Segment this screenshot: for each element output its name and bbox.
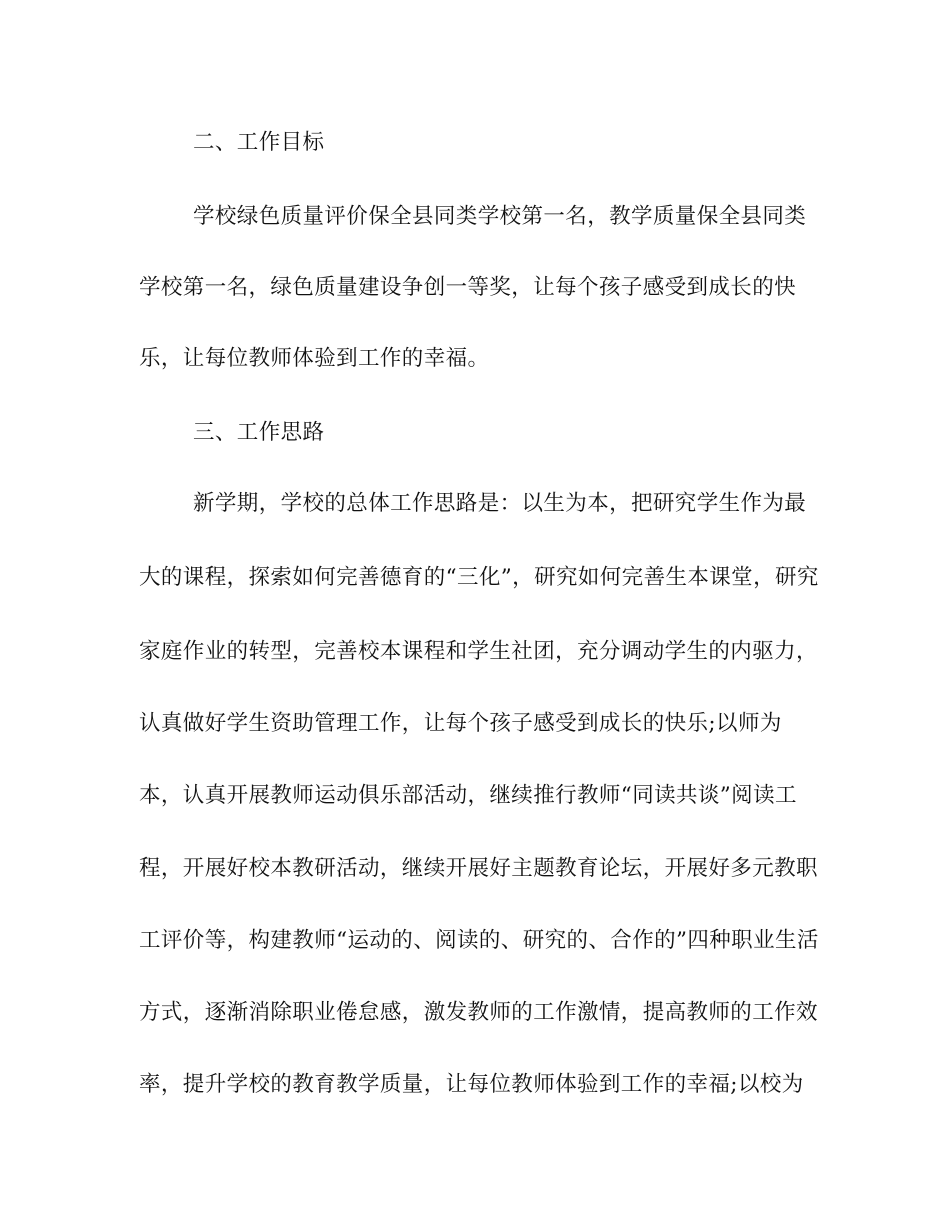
paragraph-line: 大的课程，探索如何完善德育的“三化”，研究如何完善生本课堂，研究 <box>139 565 819 590</box>
paragraph-line: 学校第一名，绿色质量建设争创一等奖，让每个孩子感受到成长的快 <box>139 275 797 300</box>
paragraph-line: 方式，逐渐消除职业倦怠感，激发教师的工作激情，提高教师的工作效 <box>139 1000 818 1025</box>
paragraph-line: 乐，让每位教师体验到工作的幸福。 <box>139 346 490 371</box>
heading-work-goals: 二、工作目标 <box>193 130 325 155</box>
heading-work-approach: 三、工作思路 <box>193 420 325 445</box>
paragraph-line: 新学期，学校的总体工作思路是：以生为本，把研究学生作为最 <box>193 491 807 516</box>
paragraph-line: 工评价等，构建教师“运动的、阅读的、研究的、合作的”四种职业生活 <box>139 928 819 953</box>
paragraph-line: 本，认真开展教师运动俱乐部活动，继续推行教师“同读共谈”阅读工 <box>139 783 797 808</box>
paragraph-line: 程，开展好校本教研活动，继续开展好主题教育论坛，开展好多元教职 <box>139 856 818 881</box>
paragraph-line: 率，提升学校的教育教学质量，让每位教师体验到工作的幸福;以校为 <box>139 1072 804 1097</box>
paragraph-line: 学校绿色质量评价保全县同类学校第一名，教学质量保全县同类 <box>193 204 807 229</box>
paragraph-line: 认真做好学生资助管理工作，让每个孩子感受到成长的快乐;以师为 <box>139 711 782 736</box>
paragraph-line: 家庭作业的转型，完善校本课程和学生社团，充分调动学生的内驱力， <box>139 639 818 664</box>
